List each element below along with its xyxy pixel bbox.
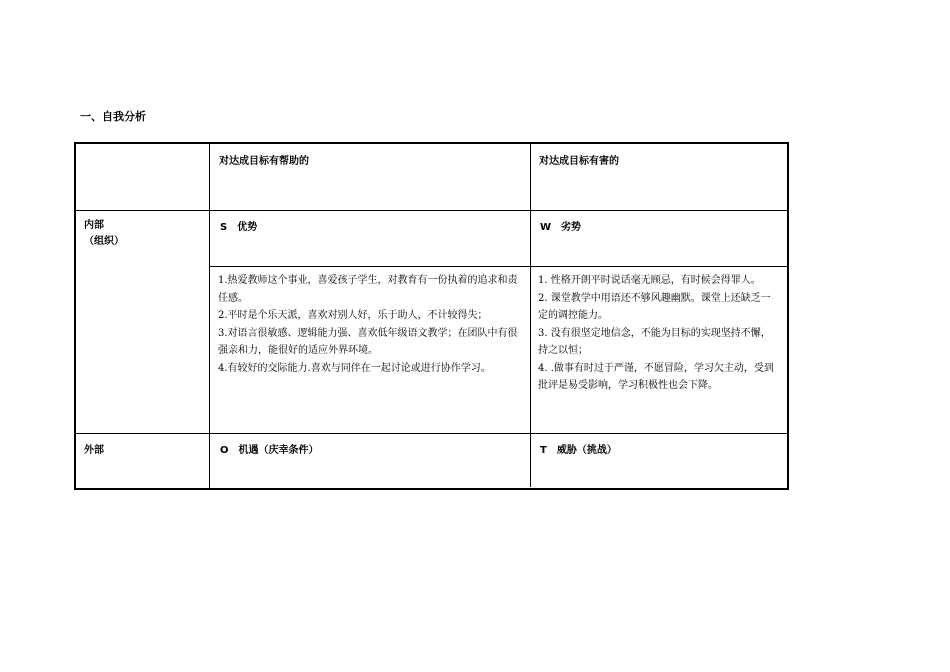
- table-border-right: [787, 142, 789, 490]
- threat-label: T 威胁（挑战）: [540, 445, 617, 456]
- table-border-bottom: [74, 488, 789, 490]
- strength-label: S 优势: [220, 222, 258, 233]
- section-title: 一、自我分析: [80, 110, 146, 123]
- weakness-item: 2. 课堂教学中用语还不够风趣幽默。课堂上还缺乏一定的调控能力。: [538, 292, 771, 321]
- row-divider-2: [209, 266, 788, 267]
- weakness-item: 4. .做事有时过于严谨，不愿冒险，学习欠主动，受到批评是易受影响，学习积极性也会下降。: [538, 362, 774, 391]
- strength-item: 1.热爱教师这个事业，喜爱孩子学生，对教育有一份执着的追求和责任感。: [218, 275, 518, 304]
- row-label-external: 外部: [84, 445, 104, 456]
- weakness-item: 1. 性格开朗平时说话毫无顾忌，有时候会得罪人。: [538, 275, 761, 286]
- weaknesses-list: [538, 272, 780, 395]
- weakness-item: 3. 没有很坚定地信念，不能为目标的实现坚持不懈，持之以恒；: [538, 327, 771, 356]
- header-helpful: 对达成目标有帮助的: [219, 156, 309, 167]
- header-harmful: 对达成目标有害的: [539, 156, 619, 167]
- row-label-internal: [84, 218, 204, 250]
- row-divider-1: [75, 210, 788, 211]
- strength-item: 2.平时是个乐天派，喜欢对别人好，乐于助人，不计较得失；: [218, 310, 488, 321]
- weakness-label: W 劣势: [540, 222, 582, 233]
- strength-item: 4.有较好的交际能力.喜欢与同伴在一起讨论或进行协作学习。: [218, 362, 491, 374]
- row-internal-subtitle: （组织）: [84, 236, 124, 247]
- strength-item: 3.对语言很敏感、逻辑能力强、喜欢低年级语文教学；在团队中有很强亲和力，能很好的适应外界环境。: [218, 327, 518, 356]
- table-border-top: [74, 142, 789, 144]
- row-internal-title: 内部: [84, 220, 104, 231]
- opportunity-label: O 机遇（庆幸条件）: [220, 445, 319, 456]
- col-divider-2: [530, 143, 531, 487]
- table-border-left: [74, 142, 76, 490]
- col-divider-1: [209, 143, 210, 490]
- strengths-list: [218, 272, 524, 377]
- row-divider-3: [75, 433, 788, 434]
